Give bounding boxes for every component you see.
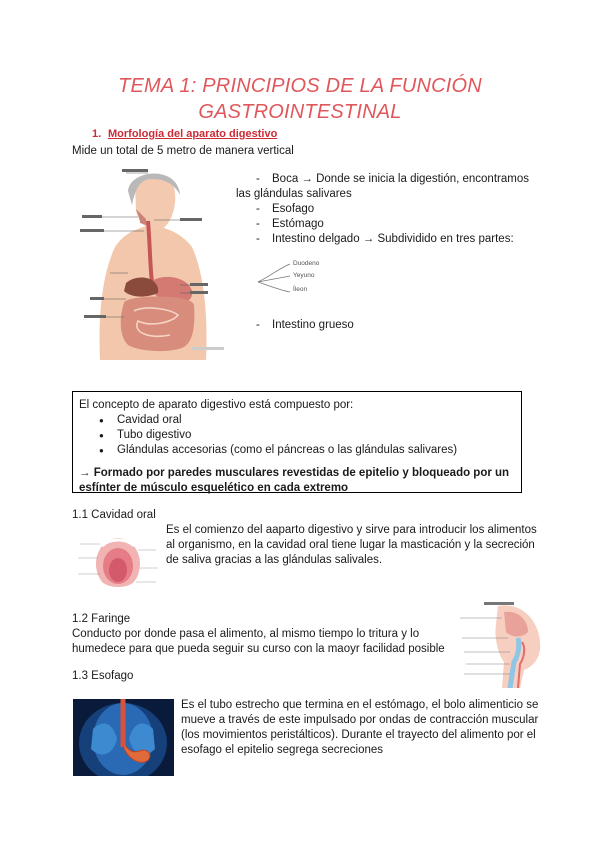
esofago-line2: mueve a través de este impulsado por ondas de contracción muscular <box>181 714 539 726</box>
organ-intestino-delgado: Intestino delgado → Subdividido en tres partes: <box>272 233 514 245</box>
esofago-line3: (los movimientos peristálticos). Durante el trayecto del alimento por el <box>181 729 536 741</box>
branch-ileon: Íleon <box>293 286 308 293</box>
organ-estomago: Estómago <box>272 218 324 230</box>
heading-faringe: 1.2 Faringe <box>72 613 131 625</box>
faringe-line1: Conducto por donde pasa el alimento, al mismo tiempo lo tritura y lo <box>72 628 420 640</box>
cavidad-oral-line3: de saliva gracias a las glándulas salivales. <box>166 554 383 566</box>
cavidad-oral-line2: al organismo, en la cavidad oral tiene lugar la masticación y la secreción <box>166 539 535 551</box>
heading-esofago: 1.3 Esofago <box>72 670 134 682</box>
esofago-line4: esofago el epitelio segrega secreciones <box>181 744 384 756</box>
esophagus-illustration <box>73 699 174 776</box>
box-intro: El concepto de aparato digestivo está compuesto por: <box>79 399 354 411</box>
cavidad-oral-line1: Es el comienzo del aaparto digestivo y sirve para introducir los alimentos <box>166 524 537 536</box>
page-title-line2: GASTROINTESTINAL <box>198 101 402 123</box>
box-item-cavidad-oral: ● Cavidad oral <box>117 413 515 428</box>
dash-1: - <box>256 173 260 185</box>
box-item-glandulas: ● Glándulas accesorias (como el páncreas o las glándulas salivares) <box>117 443 515 458</box>
organ-boca-line1: Boca → Donde se inicia la digestión, encontramos <box>272 173 529 185</box>
branch-yeyuno: Yeyuno <box>293 272 315 279</box>
branch-duodeno: Duodeno <box>293 260 320 267</box>
concept-box <box>72 391 522 493</box>
section-intro: Mide un total de 5 metro de manera vertical <box>72 145 294 157</box>
section-number: 1. <box>92 128 102 140</box>
box-conclusion-line2: esfínter de músculo esquelético en cada extremo <box>79 482 349 494</box>
organ-intestino-grueso: Intestino grueso <box>272 319 354 331</box>
box-item-tubo-digestivo: ● Tubo digestivo <box>117 428 515 443</box>
digestive-system-illustration <box>80 165 230 360</box>
oral-cavity-illustration <box>74 528 160 598</box>
box-list <box>79 413 515 458</box>
section-heading: Morfología del aparato digestivo <box>108 128 278 140</box>
dash-2: - <box>256 203 260 215</box>
box-conclusion-line1: → Formado por paredes musculares revestidas de epitelio y bloqueado por un <box>79 467 510 479</box>
pharynx-illustration <box>458 598 544 688</box>
dash-3: - <box>256 218 260 230</box>
organ-boca-line2: las glándulas salivares <box>236 188 352 200</box>
dash-4: - <box>256 233 260 245</box>
esofago-line1: Es el tubo estrecho que termina en el estómago, el bolo alimenticio se <box>181 699 539 711</box>
page-title-line1: TEMA 1: PRINCIPIOS DE LA FUNCIÓN <box>118 75 482 97</box>
organ-esofago: Esofago <box>272 203 315 215</box>
dash-5: - <box>256 319 260 331</box>
heading-cavidad-oral: 1.1 Cavidad oral <box>72 509 156 521</box>
faringe-line2: humedece para que pueda seguir su curso con la maoyr facilidad posible <box>72 643 445 655</box>
